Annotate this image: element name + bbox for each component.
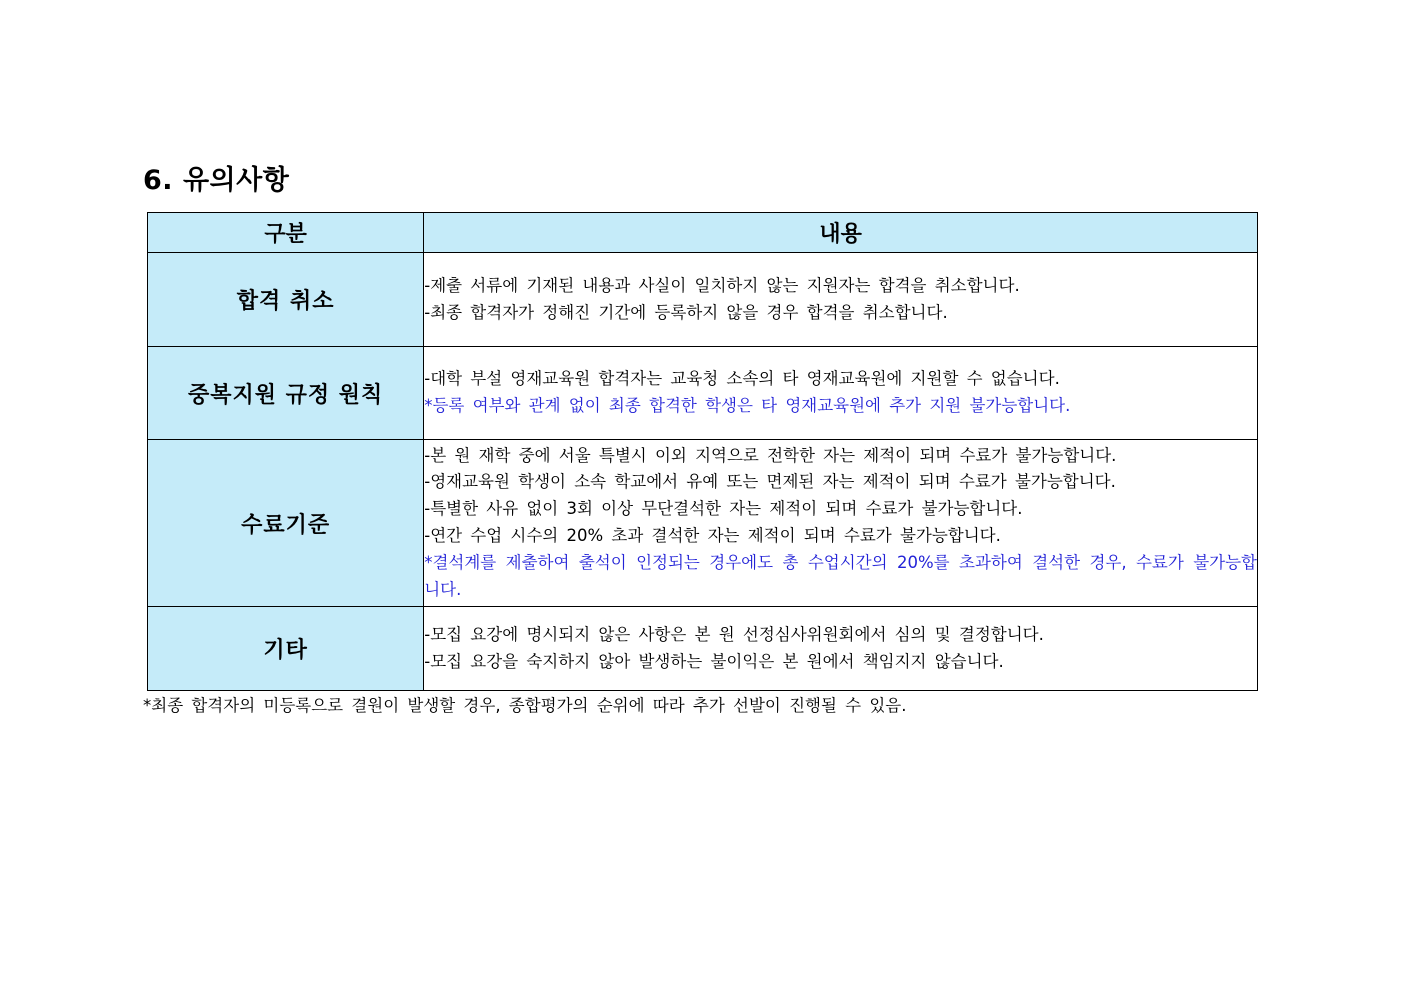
row-content-completion <box>424 440 1258 607</box>
row-category-duplicate: 중복지원 규정 원칙 <box>148 347 424 440</box>
content-line: -대학 부설 영재교육원 합격자는 교육청 소속의 타 영재교육원에 지원할 수 없습니다. <box>424 369 1060 389</box>
header-category: 구분 <box>148 213 424 253</box>
table-row <box>148 347 1258 440</box>
content-line: -최종 합격자가 정해진 기간에 등록하지 않을 경우 합격을 취소합니다. <box>424 302 948 322</box>
row-content-etc <box>424 607 1258 691</box>
content-line: -영재교육원 학생이 소속 학교에서 유예 또는 면제된 자는 제적이 되며 수료가 불가능합니다. <box>424 472 1116 492</box>
content-line: -본 원 재학 중에 서울 특별시 이외 지역으로 전학한 자는 제적이 되며 수료가 불가능합니다. <box>424 445 1117 465</box>
content-line: -특별한 사유 없이 3회 이상 무단결석한 자는 제적이 되며 수료가 불가능합니다. <box>424 499 1023 519</box>
table-row <box>148 253 1258 347</box>
section-title: 6. 유의사항 <box>143 165 290 196</box>
row-category-cancel: 합격 취소 <box>148 253 424 347</box>
content-line: -제출 서류에 기재된 내용과 사실이 일치하지 않는 지원자는 합격을 취소합니다. <box>424 275 1020 295</box>
footnote: *최종 합격자의 미등록으로 결원이 발생할 경우, 종합평가의 순위에 따라 추가 선발이 진행될 수 있음. <box>143 696 907 715</box>
row-category-etc: 기타 <box>148 607 424 691</box>
row-content-cancel <box>424 253 1258 347</box>
content-line: -모집 요강을 숙지하지 않아 발생하는 불이익은 본 원에서 책임지지 않습니다. <box>424 651 1004 671</box>
notes-table <box>147 212 1258 691</box>
header-content: 내용 <box>424 213 1258 253</box>
table-row <box>148 440 1258 607</box>
table-row <box>148 607 1258 691</box>
content-note: *결석계를 제출하여 출석이 인정되는 경우에도 총 수업시간의 20%를 초과하여 결석한 경우, 수료가 불가능합니다. <box>424 552 1257 599</box>
content-line: -모집 요강에 명시되지 않은 사항은 본 원 선정심사위원회에서 심의 및 결정합니다. <box>424 624 1044 644</box>
table-header-row <box>148 213 1258 253</box>
content-note: *등록 여부와 관계 없이 최종 합격한 학생은 타 영재교육원에 추가 지원 불가능합니다. <box>424 396 1071 415</box>
row-content-duplicate <box>424 347 1258 440</box>
row-category-completion: 수료기준 <box>148 440 424 607</box>
content-line: -연간 수업 시수의 20% 초과 결석한 자는 제적이 되며 수료가 불가능합니다. <box>424 526 1001 545</box>
